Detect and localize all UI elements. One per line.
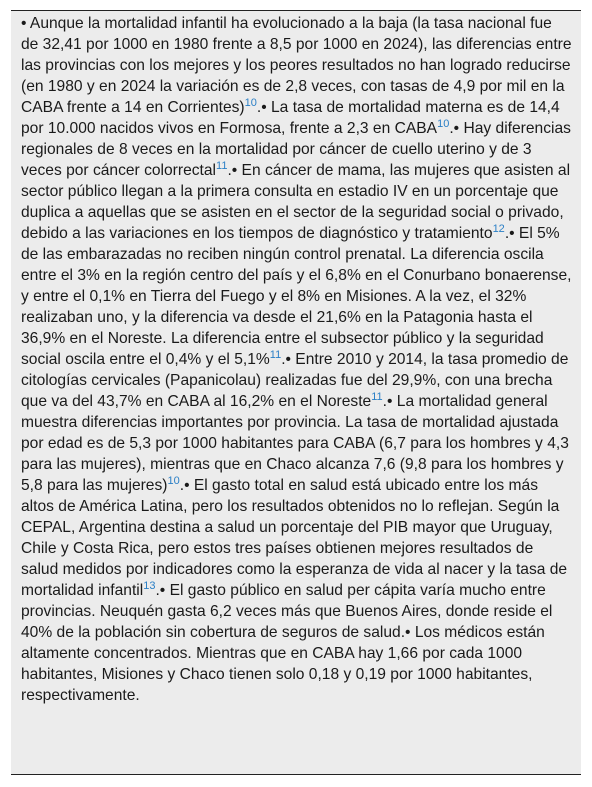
text-segment: .• Entre 2010 y 2014, la tasa promedio de citologías cervicales (Papanicolau) realizadas fue del 29,9%, con una brecha que va del 43,7% en CABA al 16,2% en el Noreste [21, 351, 569, 410]
text-segment: .• El gasto público en salud per cápita varía mucho entre provincias. Neuquén gasta 6,2 veces más que Buenos Aires, donde reside el 40% de la población sin cobertura de seguros de salud.• Los médicos están altamente concentrados. Mientras que en CABA hay 1,66 por cada 1000 habitantes, Misiones y Chaco tienen solo 0,18 y 0,19 por 1000 habitantes, respectivamente. [21, 582, 553, 704]
reference-link[interactable]: 10 [244, 96, 257, 109]
text-segment: .• El 5% de las embarazadas no reciben ningún control prenatal. La diferencia oscila entre el 3% en la región centro del país y el 6,8% en el Conurbano bonaerense, y entre el 0,1% en Tierra del Fuego y el 8% en Misiones. A la vez, el 32% realizaban uno, y la diferencia va desde el 21,6% en la Patagonia hasta el 36,9% en el Noreste. La diferencia entre el subsector público y la seguridad social oscila entre el 0,4% y el 5,1% [21, 225, 572, 368]
reference-link[interactable]: 13 [143, 579, 156, 592]
reference-link[interactable]: 10 [167, 474, 180, 487]
reference-link[interactable]: 11 [216, 159, 228, 172]
reference-link[interactable]: 11 [371, 390, 383, 403]
body-paragraph [21, 13, 572, 706]
text-segment: .• La mortalidad general muestra diferencias importantes por provincia. La tasa de mortalidad ajustada por edad es de 5,3 por 1000 habitantes para CABA (6,7 para los hombres y 4,3 para las mujeres), mientras que en Chaco alcanza 7,6 (9,8 para los hombres y 5,8 para las mujeres) [21, 393, 569, 494]
text-segment: • Aunque la mortalidad infantil ha evolucionado a la baja (la tasa nacional fue de 32,41 por 1000 en 1980 frente a 8,5 por 1000 en 2024), las diferencias entre las provincias con los mejores y los peores resultados no han logrado reducirse (en 1980 y en 2024 la variación es de 2,8 veces, con tasas de 4,9 por mil en la CABA frente a 14 en Corrientes) [21, 15, 572, 116]
reference-link[interactable]: 11 [269, 348, 282, 361]
text-box [11, 10, 581, 775]
reference-link[interactable]: 12 [492, 222, 505, 235]
reference-link[interactable]: 10 [437, 117, 450, 130]
text-segment: .• En cáncer de mama, las mujeres que asisten al sector público llegan a la primera consulta en estadio IV en un porcentaje que duplica a aquellas que se asisten en el sector de la seguridad social o privado, debido a las variaciones en los tiempos de diagnóstico y tratamiento [21, 162, 571, 242]
text-segment: .• El gasto total en salud está ubicado entre los más altos de América Latina, pero los resultados obtenidos no lo reflejan. Según la CEPAL, Argentina destina a salud un porcentaje del PIB mayor que Uruguay, Chile y Costa Rica, pero estos tres países obtienen mejores resultados de salud medidos por indicadores como la esperanza de vida al nacer y la tasa de mortalidad infantil [21, 477, 568, 599]
text-segment: .• Hay diferencias regionales de 8 veces en la mortalidad por cáncer de cuello uterino y de 3 veces por cáncer colorrectal [21, 120, 571, 179]
text-segment: .• La tasa de mortalidad materna es de 14,4 por 10.000 nacidos vivos en Formosa, frente a 2,3 en CABA [21, 99, 560, 137]
